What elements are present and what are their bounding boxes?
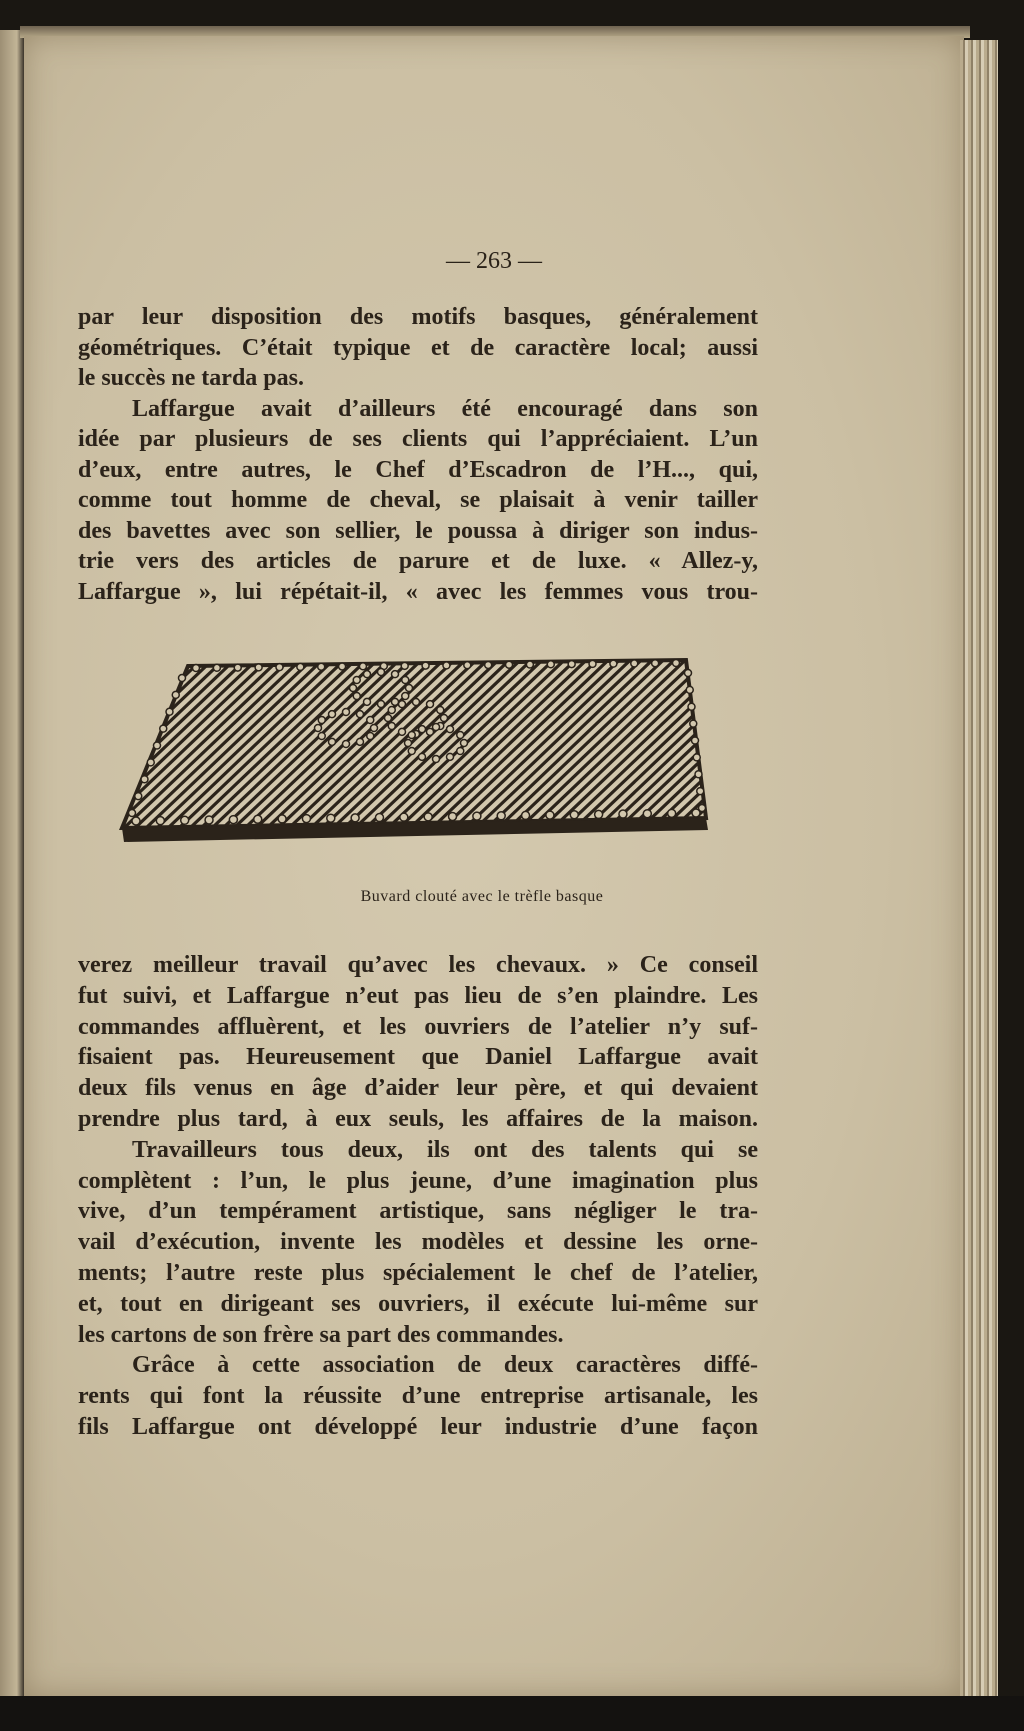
text-line: trie vers des articles de parure et de luxe. « Allez-y, bbox=[78, 548, 758, 574]
stud bbox=[318, 663, 325, 670]
stud bbox=[652, 660, 659, 667]
trefoil-stud bbox=[427, 701, 434, 708]
text-line: géométriques. C’était typique et de caractère local; aussi bbox=[78, 334, 758, 361]
stud bbox=[673, 660, 680, 667]
trefoil-stud bbox=[433, 724, 440, 731]
trefoil-stud bbox=[329, 711, 336, 718]
text-line: comme tout homme de cheval, se plaisait à venir tailler bbox=[78, 487, 758, 513]
stud bbox=[172, 691, 179, 698]
stud bbox=[546, 811, 554, 819]
trefoil-stud bbox=[406, 685, 413, 692]
text-line: et, tout en dirigeant ses ouvriers, il exécute lui-même sur bbox=[78, 1290, 758, 1317]
stud bbox=[473, 812, 481, 820]
trefoil-stud bbox=[419, 726, 426, 733]
trefoil-stud bbox=[399, 728, 406, 735]
stud bbox=[526, 661, 533, 668]
trefoil-stud bbox=[402, 693, 409, 700]
trefoil-stud bbox=[408, 748, 415, 755]
stud bbox=[213, 664, 220, 671]
stud bbox=[229, 816, 237, 824]
stud bbox=[276, 664, 283, 671]
trefoil-stud bbox=[318, 717, 325, 724]
trefoil-stud bbox=[408, 732, 415, 739]
stud bbox=[449, 812, 457, 820]
text-line: Grâce à cette association de deux caractères diffé- bbox=[132, 1352, 758, 1379]
stud bbox=[619, 810, 627, 818]
stud bbox=[522, 811, 530, 819]
stud bbox=[692, 737, 699, 744]
page-number: — 263 — bbox=[446, 248, 542, 274]
trefoil-stud bbox=[343, 741, 350, 748]
stud bbox=[570, 811, 578, 819]
stud bbox=[506, 661, 513, 668]
trefoil-stud bbox=[402, 677, 409, 684]
trefoil-stud bbox=[357, 711, 364, 718]
stud bbox=[156, 817, 164, 825]
stud bbox=[688, 703, 695, 710]
trefoil-stud bbox=[441, 715, 448, 722]
text-line: les cartons de son frère sa part des commandes. bbox=[78, 1321, 564, 1348]
trefoil-stud bbox=[378, 669, 385, 676]
text-block-top bbox=[78, 302, 758, 607]
trefoil-stud bbox=[399, 701, 406, 708]
stud bbox=[485, 661, 492, 668]
text-block-bottom bbox=[78, 950, 758, 1443]
stud bbox=[166, 708, 173, 715]
trefoil-stud bbox=[357, 738, 364, 745]
text-line: Travailleurs tous deux, ils ont des talents qui se bbox=[132, 1136, 758, 1163]
stud bbox=[400, 813, 408, 821]
facing-page-edge bbox=[0, 30, 24, 1710]
stud bbox=[135, 793, 142, 800]
stud bbox=[424, 813, 432, 821]
stud bbox=[179, 675, 186, 682]
text-line: Laffargue », lui répétait-il, « avec les femmes vous trou- bbox=[78, 578, 758, 605]
trefoil-stud bbox=[405, 740, 412, 747]
trefoil-stud bbox=[388, 723, 395, 730]
stud bbox=[401, 662, 408, 669]
text-line: prendre plus tard, à eux seuls, les affaires de la maison. bbox=[78, 1105, 758, 1132]
stud bbox=[205, 816, 213, 824]
stud bbox=[443, 662, 450, 669]
stud bbox=[141, 776, 148, 783]
trefoil-stud bbox=[353, 693, 360, 700]
trefoil-stud bbox=[343, 709, 350, 716]
text-line: idée par plusieurs de ses clients qui l’appréciaient. L’un bbox=[78, 426, 758, 452]
stud bbox=[497, 812, 505, 820]
text-line: verez meilleur travail qu’avec les chevaux. » Ce conseil bbox=[78, 952, 758, 978]
stud bbox=[631, 660, 638, 667]
stud bbox=[147, 759, 154, 766]
trefoil-stud bbox=[433, 756, 440, 763]
trefoil-stud bbox=[329, 738, 336, 745]
trefoil-stud bbox=[419, 753, 426, 760]
blotter-illustration bbox=[116, 648, 722, 858]
trefoil-stud bbox=[385, 715, 392, 722]
text-line: complètent : l’un, le plus jeune, d’une imagination plus bbox=[78, 1167, 758, 1194]
trefoil-stud bbox=[437, 707, 444, 714]
trefoil-stud bbox=[318, 733, 325, 740]
text-line: fils Laffargue ont développé leur industrie d’une façon bbox=[78, 1413, 758, 1440]
trefoil-stud bbox=[392, 671, 399, 678]
stud bbox=[685, 670, 692, 677]
trefoil-stud bbox=[447, 753, 454, 760]
stud bbox=[422, 662, 429, 669]
trefoil-stud bbox=[427, 728, 434, 735]
figure-caption: Buvard clouté avec le trèfle basque bbox=[360, 888, 604, 905]
stud bbox=[254, 815, 262, 823]
trefoil-stud bbox=[392, 698, 399, 705]
stud bbox=[351, 814, 359, 822]
trefoil-stud bbox=[457, 732, 464, 739]
page-paper bbox=[24, 36, 964, 1696]
stud bbox=[693, 754, 700, 761]
trefoil-stud bbox=[461, 740, 468, 747]
text-line: le succès ne tarda pas. bbox=[78, 365, 304, 391]
trefoil-stud bbox=[447, 726, 454, 733]
trefoil-stud bbox=[367, 733, 374, 740]
stud bbox=[339, 663, 346, 670]
stud bbox=[690, 720, 697, 727]
stud bbox=[375, 814, 383, 822]
trefoil-stud bbox=[388, 707, 395, 714]
trefoil-stud bbox=[353, 677, 360, 684]
stud bbox=[234, 664, 241, 671]
scan-background bbox=[0, 1696, 1024, 1731]
stud bbox=[464, 662, 471, 669]
hatch-line bbox=[719, 648, 722, 848]
trefoil-stud bbox=[378, 701, 385, 708]
text-line: fisaient pas. Heureusement que Daniel Laffargue avait bbox=[78, 1044, 758, 1071]
stud bbox=[686, 686, 693, 693]
stud bbox=[695, 771, 702, 778]
stud bbox=[699, 805, 706, 812]
stud bbox=[181, 816, 189, 824]
stud bbox=[589, 660, 596, 667]
text-line: fut suivi, et Laffargue n’eut pas lieu de s’en plaindre. Les bbox=[78, 982, 758, 1009]
stud bbox=[595, 810, 603, 818]
text-line: deux fils venus en âge d’aider leur père, et qui devaient bbox=[78, 1075, 758, 1102]
stud bbox=[278, 815, 286, 823]
stud bbox=[132, 817, 140, 825]
stud bbox=[154, 742, 161, 749]
trefoil-stud bbox=[364, 671, 371, 678]
text-line: vive, d’un tempérament artistique, sans négliger le tra- bbox=[78, 1198, 758, 1225]
text-line: des bavettes avec son sellier, le poussa à diriger son indus- bbox=[78, 517, 758, 544]
trefoil-stud bbox=[364, 698, 371, 705]
trefoil-stud bbox=[371, 725, 378, 732]
stud bbox=[697, 788, 704, 795]
text-line: commandes affluèrent, et les ouvriers de l’atelier n’y suf- bbox=[78, 1013, 758, 1040]
text-line: d’eux, entre autres, le Chef d’Escadron de l’H..., qui, bbox=[78, 456, 758, 483]
trefoil-stud bbox=[457, 748, 464, 755]
text-line: vail d’exécution, invente les modèles et dessine les orne- bbox=[78, 1229, 758, 1256]
stud bbox=[255, 664, 262, 671]
trefoil-stud bbox=[367, 717, 374, 724]
stud bbox=[193, 665, 200, 672]
text-line: ments; l’autre reste plus spécialement le chef de l’atelier, bbox=[78, 1259, 758, 1286]
stud bbox=[643, 810, 651, 818]
stud bbox=[297, 663, 304, 670]
stud bbox=[160, 725, 167, 732]
stud bbox=[568, 661, 575, 668]
text-line: rents qui font la réussite d’une entreprise artisanale, les bbox=[78, 1383, 758, 1410]
hatch-line bbox=[708, 648, 722, 848]
stud bbox=[302, 815, 310, 823]
page-stack-edges bbox=[960, 40, 998, 1700]
trefoil-stud bbox=[350, 685, 357, 692]
stud bbox=[547, 661, 554, 668]
stud bbox=[610, 660, 617, 667]
stud bbox=[327, 814, 335, 822]
stud bbox=[129, 810, 136, 817]
trefoil-stud bbox=[413, 699, 420, 706]
text-line: Laffargue avait d’ailleurs été encouragé dans son bbox=[132, 395, 758, 422]
trefoil-stud bbox=[315, 725, 322, 732]
stud bbox=[359, 663, 366, 670]
text-line: par leur disposition des motifs basques, généralement bbox=[78, 304, 758, 330]
stud bbox=[668, 809, 676, 817]
